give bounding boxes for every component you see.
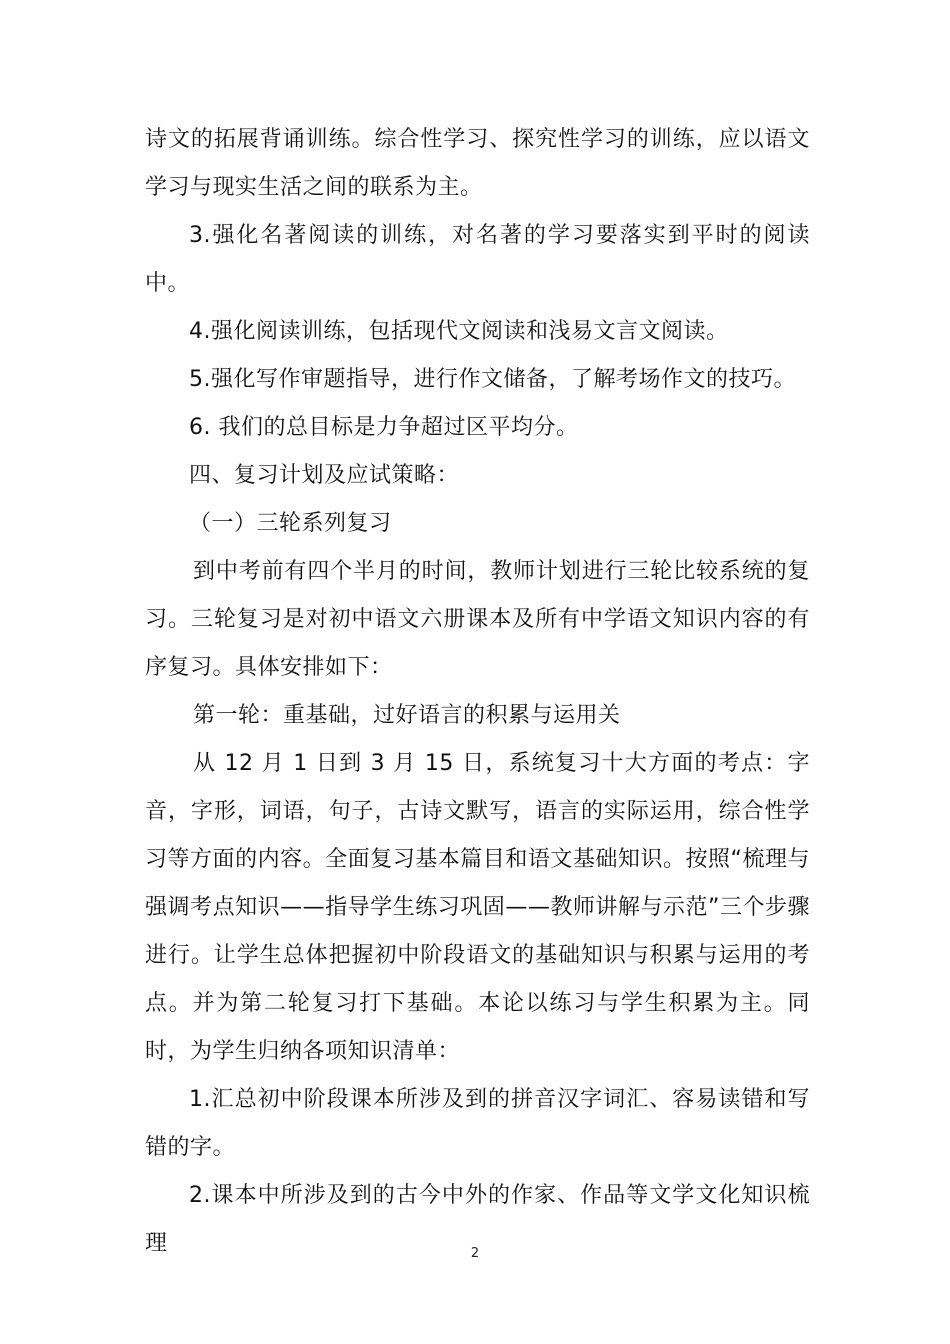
round-one-heading: 第一轮：重基础，过好语言的积累与运用关 <box>193 703 621 728</box>
list-item-2: 2.课本中所涉及到的古今中外的作家、作品等文学文化知识梳理 <box>145 1183 810 1256</box>
paragraph-item-4: 4.强化阅读训练，包括现代文阅读和浅易文言文阅读。 <box>189 319 729 344</box>
paragraph-continuation: 诗文的拓展背诵训练。综合性学习、探究性学习的训练，应以语文学习与现实生活之间的联系为主。 <box>145 127 810 200</box>
paragraph-item-5: 5.强化写作审题指导，进行作文储备，了解考场作文的技巧。 <box>189 367 796 392</box>
page-number: 2 <box>470 1246 480 1261</box>
document-body <box>145 116 810 1268</box>
paragraph-item-3: 3.强化名著阅读的训练，对名著的学习要落实到平时的阅读中。 <box>145 223 810 296</box>
paragraph-round-one: 从 12 月 1 日到 3 月 15 日，系统复习十大方面的考点：字音，字形，词语，句子，古诗文默写，语言的实际运用，综合性学习等方面的内容。全面复习基本篇目和语文基础知识。按照“梳理与强调考点知识——指导学生练习巩固——教师讲解与示范”三个步骤进行。让学生总体把握初中阶段语文的基础知识与积累与运用的考点。并为第二轮复习打下基础。本论以练习与学生积累为主。同时，为学生归纳各项知识清单： <box>145 751 810 1064</box>
paragraph-item-6: 6. 我们的总目标是力争超过区平均分。 <box>189 415 579 440</box>
section-heading-four: 四、复习计划及应试策略： <box>189 463 460 488</box>
list-item-1: 1.汇总初中阶段课本所涉及到的拼音汉字词汇、容易读错和写错的字。 <box>145 1087 810 1160</box>
paragraph-review-intro: 到中考前有四个半月的时间，教师计划进行三轮比较系统的复习。三轮复习是对初中语文六册课本及所有中学语文知识内容的有序复习。具体安排如下： <box>145 559 810 680</box>
subsection-heading-one: （一）三轮系列复习 <box>189 511 392 536</box>
